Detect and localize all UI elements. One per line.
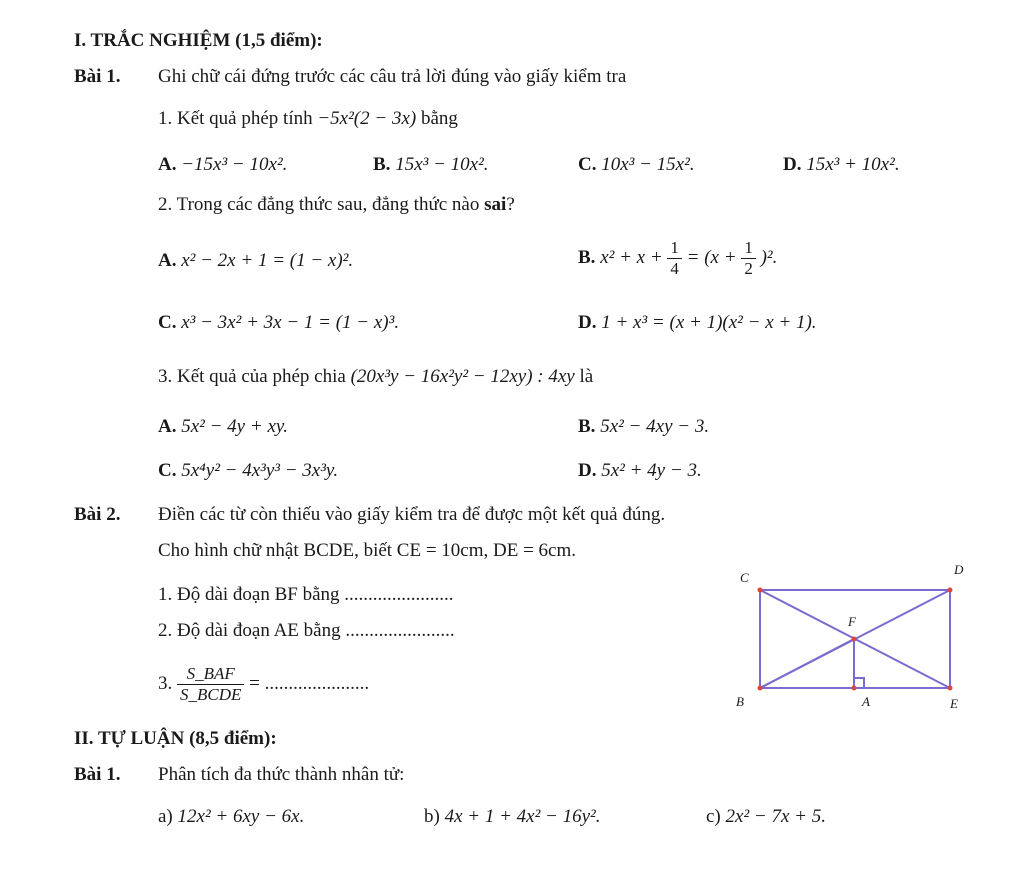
label-b: B	[736, 694, 744, 708]
bai1-label: Bài 1.	[74, 66, 121, 87]
segment-bf	[760, 639, 854, 688]
q3-option-d: D. 5x² + 4y − 3.	[578, 460, 702, 481]
label-c: C	[740, 570, 749, 585]
bai2-item-3: 3. $\frac{\text{S\_BAF}}{\text{S\_BCDE}}$ = ......................	[158, 664, 370, 704]
question-2: 2. Trong các đẳng thức sau, đẳng thức nào sai?	[158, 194, 515, 215]
q1-option-a: A. −15x³ − 10x².	[158, 154, 288, 175]
label-f: F	[848, 614, 856, 629]
bai2-item-1: 1. Độ dài đoạn BF bằng .......................	[158, 584, 454, 605]
q2-option-b: B. x² + x + $\frac{1}{4}$ = (x + $\frac{1}{2}$ )².	[578, 238, 778, 278]
q2-option-c: C. x³ − 3x² + 3x − 1 = (1 − x)³.	[158, 312, 400, 333]
area-ratio-fraction: $\frac{\text{S\_BAF}}{\text{S\_BCDE}}$	[177, 664, 244, 705]
part2-item-a: a) 12x² + 6xy − 6x.	[158, 806, 305, 827]
part2-bai1-instruction: Phân tích đa thức thành nhân tử:	[158, 764, 405, 785]
q3-option-b: B. 5x² − 4xy − 3.	[578, 416, 710, 437]
part2-bai1-label: Bài 1.	[74, 764, 121, 785]
bai2-given: Cho hình chữ nhật BCDE, biết CE = 10cm, DE = 6cm.	[158, 540, 577, 561]
fraction-quarter: $\frac{1}{4}$	[667, 238, 682, 279]
q1-option-c: C. 10x³ − 15x².	[578, 154, 695, 175]
part2-item-b: b) 4x + 1 + 4x² − 16y².	[424, 806, 601, 827]
bai2-instruction: Điền các từ còn thiếu vào giấy kiểm tra để được một kết quả đúng.	[158, 504, 666, 525]
fraction-half: $\frac{1}{2}$	[741, 238, 756, 279]
part2-item-c: c) 2x² − 7x + 5.	[706, 806, 826, 827]
question-3: 3. Kết quả của phép chia (20x³y − 16x²y² − 12xy) : 4xy là	[158, 366, 594, 387]
q3-option-a: A. 5x² − 4y + xy.	[158, 416, 289, 437]
label-d: D	[954, 562, 964, 577]
q2-option-d: D. 1 + x³ = (x + 1)(x² − x + 1).	[578, 312, 817, 333]
bai1-instruction: Ghi chữ cái đứng trước các câu trả lời đúng vào giấy kiểm tra	[158, 66, 627, 87]
question-1-expr: −5x²(2 − 3x)	[317, 108, 417, 129]
question-2-emphasis: sai	[484, 194, 507, 215]
q1-option-b: B. 15x³ − 10x².	[373, 154, 489, 175]
rectangle-bcde-figure	[728, 558, 978, 708]
q3-option-c: C. 5x⁴y² − 4x³y³ − 3x³y.	[158, 460, 339, 481]
question-1	[158, 108, 458, 130]
part1-heading: I. TRẮC NGHIỆM (1,5 điểm):	[74, 30, 323, 51]
bai2-label: Bài 2.	[74, 504, 121, 525]
q1-option-d: D. 15x³ + 10x².	[783, 154, 900, 175]
label-e: E	[950, 696, 958, 708]
bai2-item-2: 2. Độ dài đoạn AE bằng .......................	[158, 620, 455, 641]
part2-heading: II. TỰ LUẬN (8,5 điểm):	[74, 728, 277, 749]
question-1-text: 1. Kết quả phép tính	[158, 108, 313, 129]
q2-option-a: A. x² − 2x + 1 = (1 − x)².	[158, 250, 354, 271]
question-1-tail: bằng	[420, 108, 458, 129]
label-a: A	[862, 694, 870, 708]
